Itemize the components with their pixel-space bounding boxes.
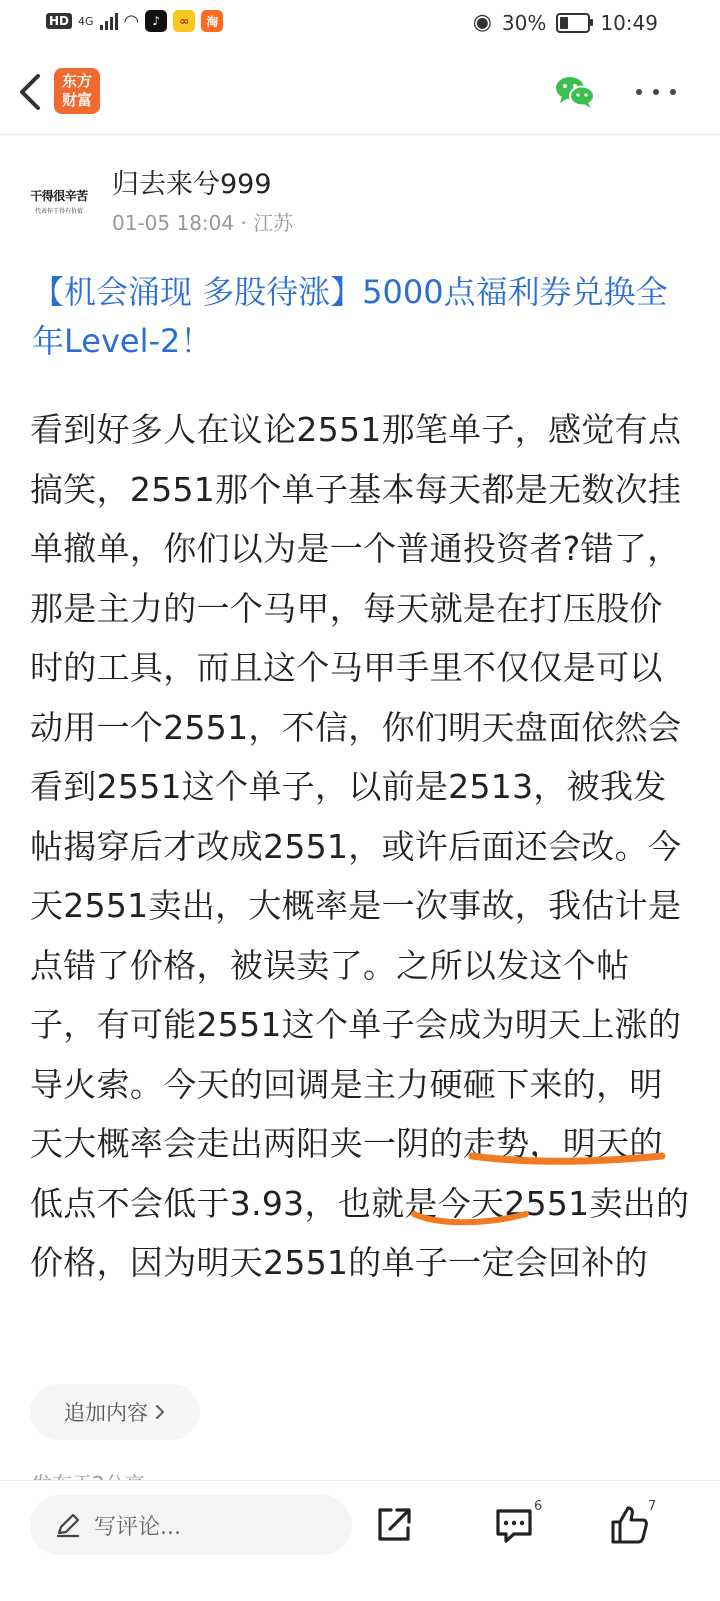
- battery-icon: [556, 13, 590, 33]
- more-options-button[interactable]: [636, 82, 676, 102]
- post-body: 看到好多人在议论2551那笔单子，感觉有点搞笑，2551那个单子基本每天都是无数次挂单撤单，你们以为是一个普通投资者?错了，那是主力的一个马甲，每天就是在打压股价时的工具，而且这个马甲手里不仅仅是可以动用一个2551，不信，你们明天盘面依然会看到2551这个单子，以前是2513，被我发帖揭穿后才改成2551，或许后面还会改。今天2551卖出，大概率是一次事故，我估计是点错了价格，被误卖了。之所以发这个帖子，有可能2551这个单子会成为明天上涨的导火索。今天的回调是主力硬砸下来的，明天大概率会走出两阳夹一阴的走势，明天的低点不会低于3.93，也就是今天2551卖出的价格，因为明天2551的单子一定会回补的: [30, 410, 690, 1282]
- hd-badge: HD: [46, 13, 72, 29]
- share-button[interactable]: [372, 1503, 416, 1547]
- comment-count-badge: 6: [534, 1499, 543, 1514]
- comment-bubble-icon: [492, 1503, 536, 1547]
- like-button[interactable]: [608, 1503, 652, 1547]
- comments-button[interactable]: [492, 1503, 536, 1547]
- post-title-link[interactable]: 【机会涌现 多股待涨】5000点福利券兑换全年Level-2！: [32, 273, 668, 360]
- author-avatar[interactable]: [28, 170, 90, 232]
- logo-line2: 财富: [61, 91, 92, 109]
- clock: 10:49: [600, 10, 658, 35]
- battery-percent: 30%: [501, 10, 547, 35]
- top-nav-bar: [0, 52, 720, 135]
- battery-fill: [560, 17, 568, 29]
- comment-placeholder: 写评论...: [94, 1514, 181, 1540]
- chevron-right-icon: [154, 1403, 166, 1421]
- append-content-label: 追加内容: [64, 1401, 148, 1425]
- post-meta: [112, 207, 293, 236]
- status-left: [46, 10, 223, 32]
- eye-comfort-icon: ◉: [472, 10, 492, 35]
- notification-app-icon: ∞: [173, 10, 195, 32]
- more-dot-icon: [670, 89, 676, 95]
- more-dot-icon: [636, 89, 642, 95]
- status-right: [473, 10, 658, 35]
- tiktok-app-icon: ♪: [145, 10, 167, 32]
- post-location: 江苏: [253, 211, 294, 235]
- like-count-badge: 7: [648, 1499, 657, 1514]
- wifi-icon: ◠: [123, 10, 140, 32]
- meta-separator: ·: [234, 211, 254, 235]
- logo-line1: 东方: [61, 72, 92, 90]
- more-dot-icon: [653, 89, 659, 95]
- author-name[interactable]: 归去来兮999: [112, 169, 272, 200]
- bottom-action-bar: [0, 1480, 720, 1601]
- post-date: 01-05 18:04: [112, 211, 235, 235]
- append-content-button[interactable]: [30, 1384, 200, 1440]
- signal-icon: [100, 12, 118, 30]
- chevron-left-icon: [14, 70, 48, 114]
- share-icon: [372, 1503, 416, 1547]
- avatar-text-main: 干得很辛苦: [30, 189, 88, 203]
- back-button[interactable]: [14, 70, 48, 114]
- pen-icon: [54, 1511, 82, 1539]
- wechat-icon: [554, 74, 596, 110]
- thumbs-up-icon: [608, 1503, 652, 1547]
- wechat-share-button[interactable]: [554, 74, 596, 110]
- comment-input[interactable]: [30, 1495, 352, 1555]
- eastmoney-logo[interactable]: [54, 68, 100, 114]
- network-label: 4G: [78, 14, 94, 28]
- avatar-text-sub: 代表你干得有价值: [34, 208, 83, 215]
- taobao-app-icon: 淘: [201, 10, 223, 32]
- status-bar: [0, 0, 720, 48]
